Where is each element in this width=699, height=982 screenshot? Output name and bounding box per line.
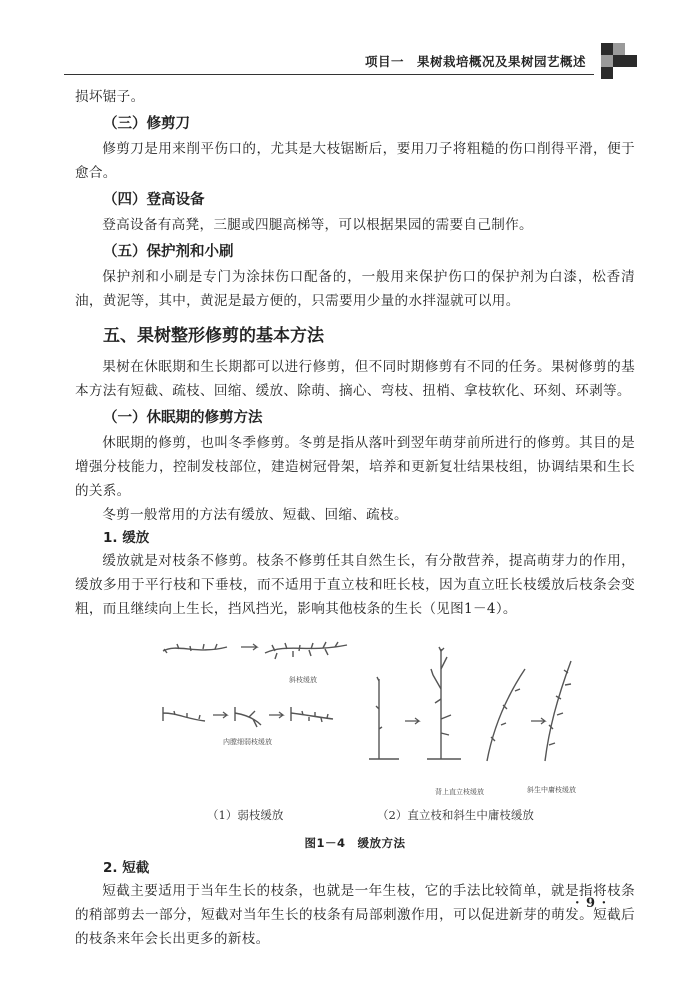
figure-subcaption: （1）弱枝缓放: [207, 808, 284, 822]
body-paragraph: 休眠期的修剪，也叫冬季修剪。冬剪是指从落叶到翌年萌芽前所进行的修剪。其目的是增强分枝能力，控制发枝部位，建造树冠骨架，培养和更新复壮结果枝组，协调结果和生长的关系。: [75, 435, 635, 499]
body-paragraph: 保护剂和小刷是专门为涂抹伤口配备的，一般用来保护伤口的保护剂为白漆，松香清油，黄泥等，其中，黄泥是最方便的，只需要用少量的水拌湿就可以用。: [75, 269, 635, 309]
corner-block: [601, 43, 613, 55]
corner-block: [613, 43, 625, 55]
figure-1-4: [75, 629, 635, 827]
corner-block: [601, 55, 613, 67]
figure-tiny-label: 斜生中庸枝缓放: [527, 786, 576, 794]
chapter-heading: 五、果树整形修剪的基本方法: [103, 326, 324, 346]
section-heading: （四）登高设备: [103, 192, 205, 208]
corner-block: [625, 55, 637, 67]
running-header-title: 项目一 果树栽培概况及果树园艺概述: [364, 54, 586, 69]
corner-block: [613, 55, 625, 67]
body-paragraph: 缓放就是对枝条不修剪。枝条不修剪任其自然生长，有分散营养，提高萌芽力的作用，缓放多用于平行枝和下垂枝，而不适用于直立枝和旺长枝，因为直立旺长枝缓放后枝条会变粗，而且继续向上生长，挡风挡光，影响其他枝条的生长（见图1－4）。: [75, 553, 635, 617]
page-body: [75, 85, 635, 951]
subsection-heading: 2. 短截: [103, 860, 150, 876]
body-paragraph: 冬剪一般常用的方法有缓放、短截、回缩、疏枝。: [102, 507, 408, 523]
figure-subcaption: （2）直立枝和斜生中庸枝缓放: [377, 808, 534, 822]
figure-tiny-label: 斜枝缓放: [289, 676, 317, 684]
body-paragraph: 果树在休眠期和生长期都可以进行修剪，但不同时期修剪有不同的任务。果树修剪的基本方法有短截、疏枝、回缩、缓放、除萌、摘心、弯枝、扭梢、拿枝软化、环刻、环剥等。: [75, 359, 635, 399]
running-header: [64, 50, 594, 75]
subsection-heading: 1. 缓放: [103, 530, 150, 546]
figure-caption: 图1－4 缓放方法: [304, 836, 406, 850]
weak-branch-illustration: [157, 629, 357, 799]
section-heading: （一）休眠期的修剪方法: [103, 410, 263, 426]
corner-block: [601, 67, 613, 79]
body-paragraph: 损坏锯子。: [75, 89, 145, 105]
body-paragraph: 登高设备有高凳，三腿或四腿高梯等，可以根据果园的需要自己制作。: [102, 217, 533, 233]
upright-branch-illustration: [365, 629, 575, 779]
body-paragraph: 修剪刀是用来削平伤口的，尤其是大枝锯断后，要用刀子将粗糙的伤口削得平滑，便于愈合。: [75, 141, 635, 181]
figure-tiny-label: 内膛细弱枝缓放: [223, 738, 272, 746]
section-heading: （三）修剪刀: [103, 116, 190, 132]
body-paragraph: 短截主要适用于当年生长的枝条，也就是一年生枝，它的手法比较简单，就是指将枝条的稍部剪去一部分，短截对当年生长的枝条有局部刺激作用，可以促进新芽的萌发。短截后的枝条来年会长出更多的新枝。: [75, 883, 635, 947]
section-heading: （五）保护剂和小刷: [103, 244, 234, 260]
figure-tiny-label: 背上直立枝缓放: [435, 788, 484, 796]
page-number: · 9 ·: [575, 896, 608, 911]
